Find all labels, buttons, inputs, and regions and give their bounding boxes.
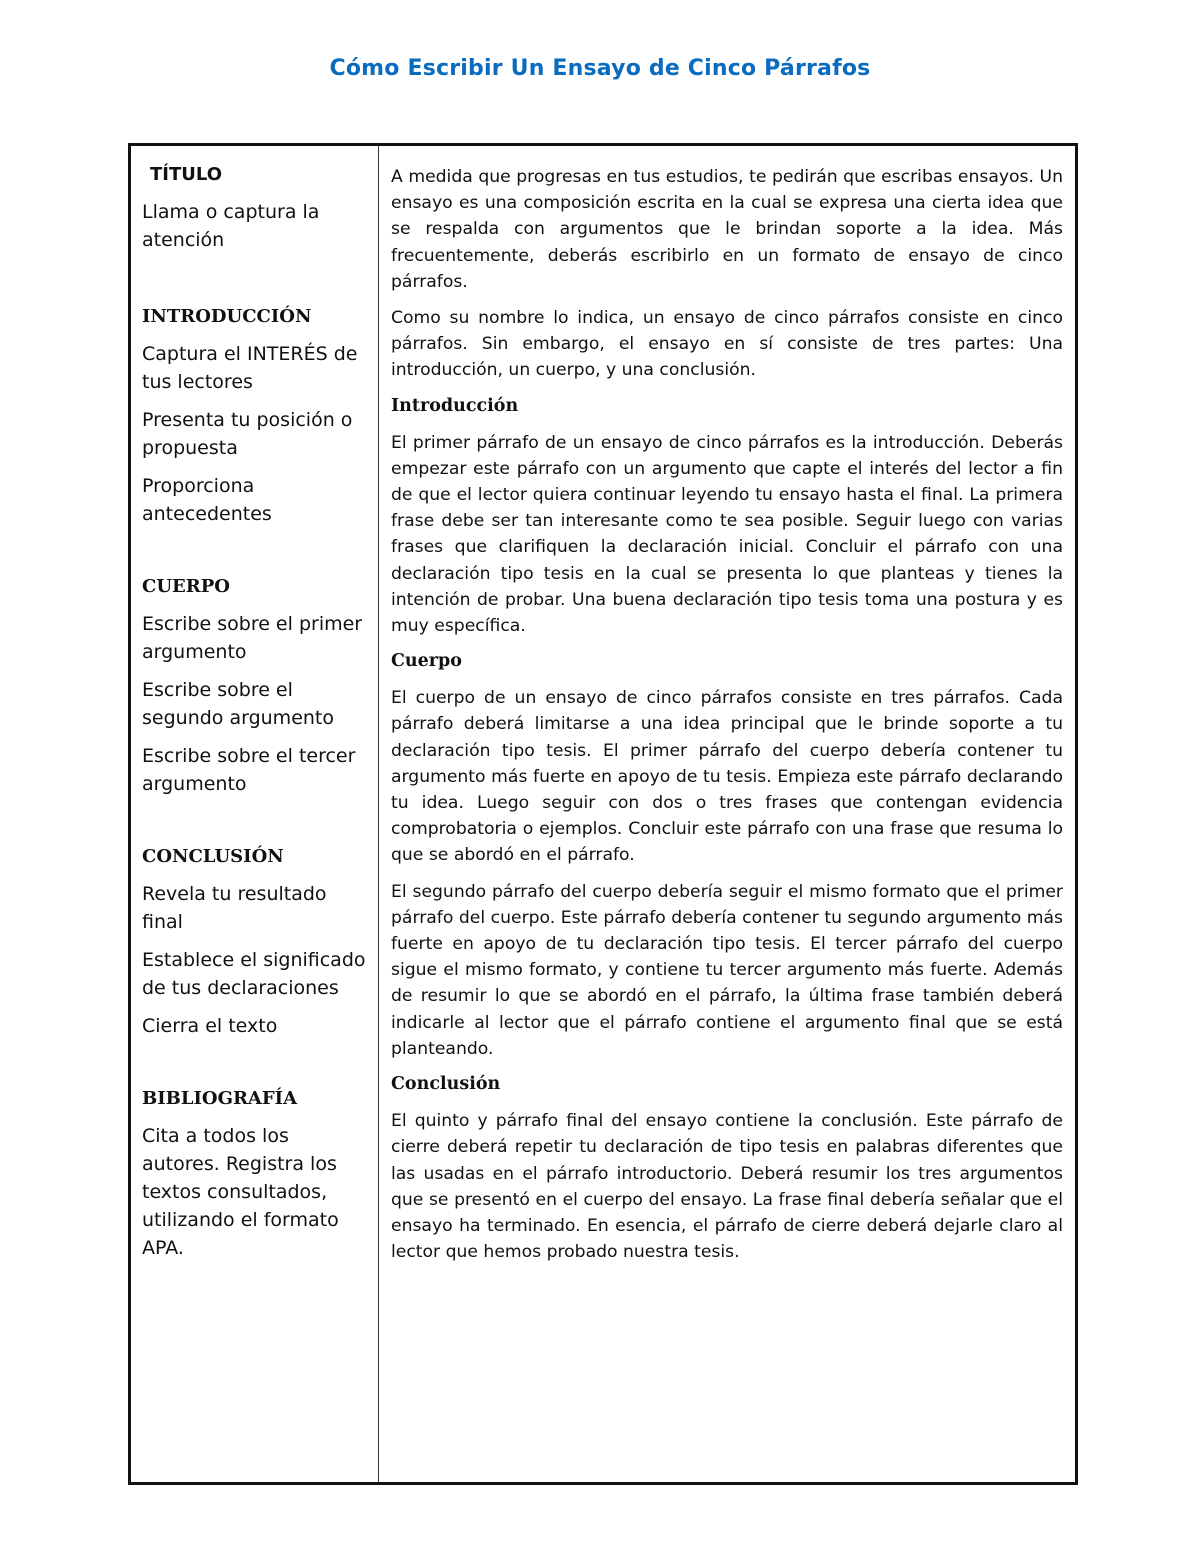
intro-paragraph: Como su nombre lo indica, un ensayo de cinco párrafos consiste en cinco párrafos. Sin embargo, el ensayo en sí consiste de tres partes: Una introducción, un cuerpo, y una conclusión.	[391, 308, 1063, 381]
outline-item: Captura el INTERÉS de tus lectores	[142, 343, 358, 393]
outline-item: Revela tu resultado final	[142, 883, 327, 933]
intro-paragraph: A medida que progresas en tus estudios, te pedirán que escribas ensayos. Un ensayo es una composición escrita en la cual se expresa una cierta idea que se respalda con argumentos que le brindan soporte a la idea. Más frecuentemente, deberás escribirlo en un formato de ensayo de cinco párrafos.	[391, 167, 1063, 292]
section-heading-cuerpo: Cuerpo	[391, 651, 462, 672]
section-paragraph: El segundo párrafo del cuerpo debería seguir el mismo formato que el primer párrafo del cuerpo. Este párrafo debería contener tu segundo argumento más fuerte en apoyo de tu declaración tipo tesis. El tercer párrafo del cuerpo sigue el mismo formato, y contiene tu tercer argumento más fuerte. Además de resumir lo que se abordó en el párrafo, la última frase también deberá indicarle al lector que el párrafo contiene el argumento final que se está planteando.	[391, 881, 1063, 1059]
outline-item: Cierra el texto	[142, 1015, 278, 1037]
section-heading-introduccion: Introducción	[391, 395, 519, 416]
section-paragraph: El cuerpo de un ensayo de cinco párrafos consiste en tres párrafos. Cada párrafo deberá limitarse a una idea principal que le brinde soporte a tu declaración tipo tesis. El primer párrafo del cuerpo debería contener tu argumento más fuerte en apoyo de tu tesis. Empieza este párrafo declarando tu idea. Luego seguir con dos o tres frases que contengan evidencia comprobatoria o ejemplos. Concluir este párrafo con una frase que resuma lo que se abordó en el párrafo.	[391, 688, 1063, 866]
outline-item: Escribe sobre el primer argumento	[142, 613, 363, 663]
outline-item: Proporciona antecedentes	[142, 475, 272, 525]
outline-heading: INTRODUCCIÓN	[142, 306, 312, 327]
outline-heading: TÍTULO	[150, 164, 222, 185]
explanation-column	[379, 146, 1075, 1482]
outline-item: Escribe sobre el tercer argumento	[142, 745, 356, 795]
section-heading-conclusion: Conclusión	[391, 1074, 501, 1095]
essay-structure-table	[128, 143, 1078, 1485]
page-title: Cómo Escribir Un Ensayo de Cinco Párrafos	[329, 56, 871, 81]
outline-item: Presenta tu posición o propuesta	[142, 409, 353, 459]
outline-section-bibliografia	[142, 1088, 368, 1262]
outline-heading: CONCLUSIÓN	[142, 846, 284, 867]
outline-item: Cita a todos los autores. Registra los textos consultados, utilizando el formato APA.	[142, 1125, 339, 1259]
outline-heading: CUERPO	[142, 576, 230, 597]
outline-section-titulo	[142, 164, 368, 254]
outline-item: Llama o captura la atención	[142, 201, 320, 251]
outline-section-conclusion	[142, 846, 368, 1040]
section-paragraph: El quinto y párrafo final del ensayo contiene la conclusión. Este párrafo de cierre deberá repetir tu declaración de tipo tesis en palabras diferentes que las usadas en el párrafo introductorio. Deberá resumir los tres argumentos que se presentó en el cuerpo del ensayo. La frase final debería señalar que el ensayo ha terminado. En esencia, el párrafo de cierre deberá dejarle claro al lector que hemos probado nuestra tesis.	[391, 1111, 1063, 1263]
outline-section-cuerpo	[142, 576, 368, 798]
outline-section-introduccion	[142, 306, 368, 528]
outline-item: Escribe sobre el segundo argumento	[142, 679, 334, 729]
section-paragraph: El primer párrafo de un ensayo de cinco párrafos es la introducción. Deberás empezar este párrafo con un argumento que capte el interés del lector a fin de que el lector quiera continuar leyendo tu ensayo hasta el final. La primera frase debe ser tan interesante como te sea posible. Seguir luego con varias frases que clarifiquen la declaración inicial. Concluir el párrafo con una declaración tipo tesis en la cual se presenta lo que planteas y tienes la intención de probar. Una buena declaración tipo tesis toma una postura y es muy específica.	[391, 432, 1063, 637]
outline-heading: BIBLIOGRAFÍA	[142, 1088, 298, 1109]
outline-column	[131, 146, 379, 1482]
outline-item: Establece el significado de tus declaraciones	[142, 949, 366, 999]
